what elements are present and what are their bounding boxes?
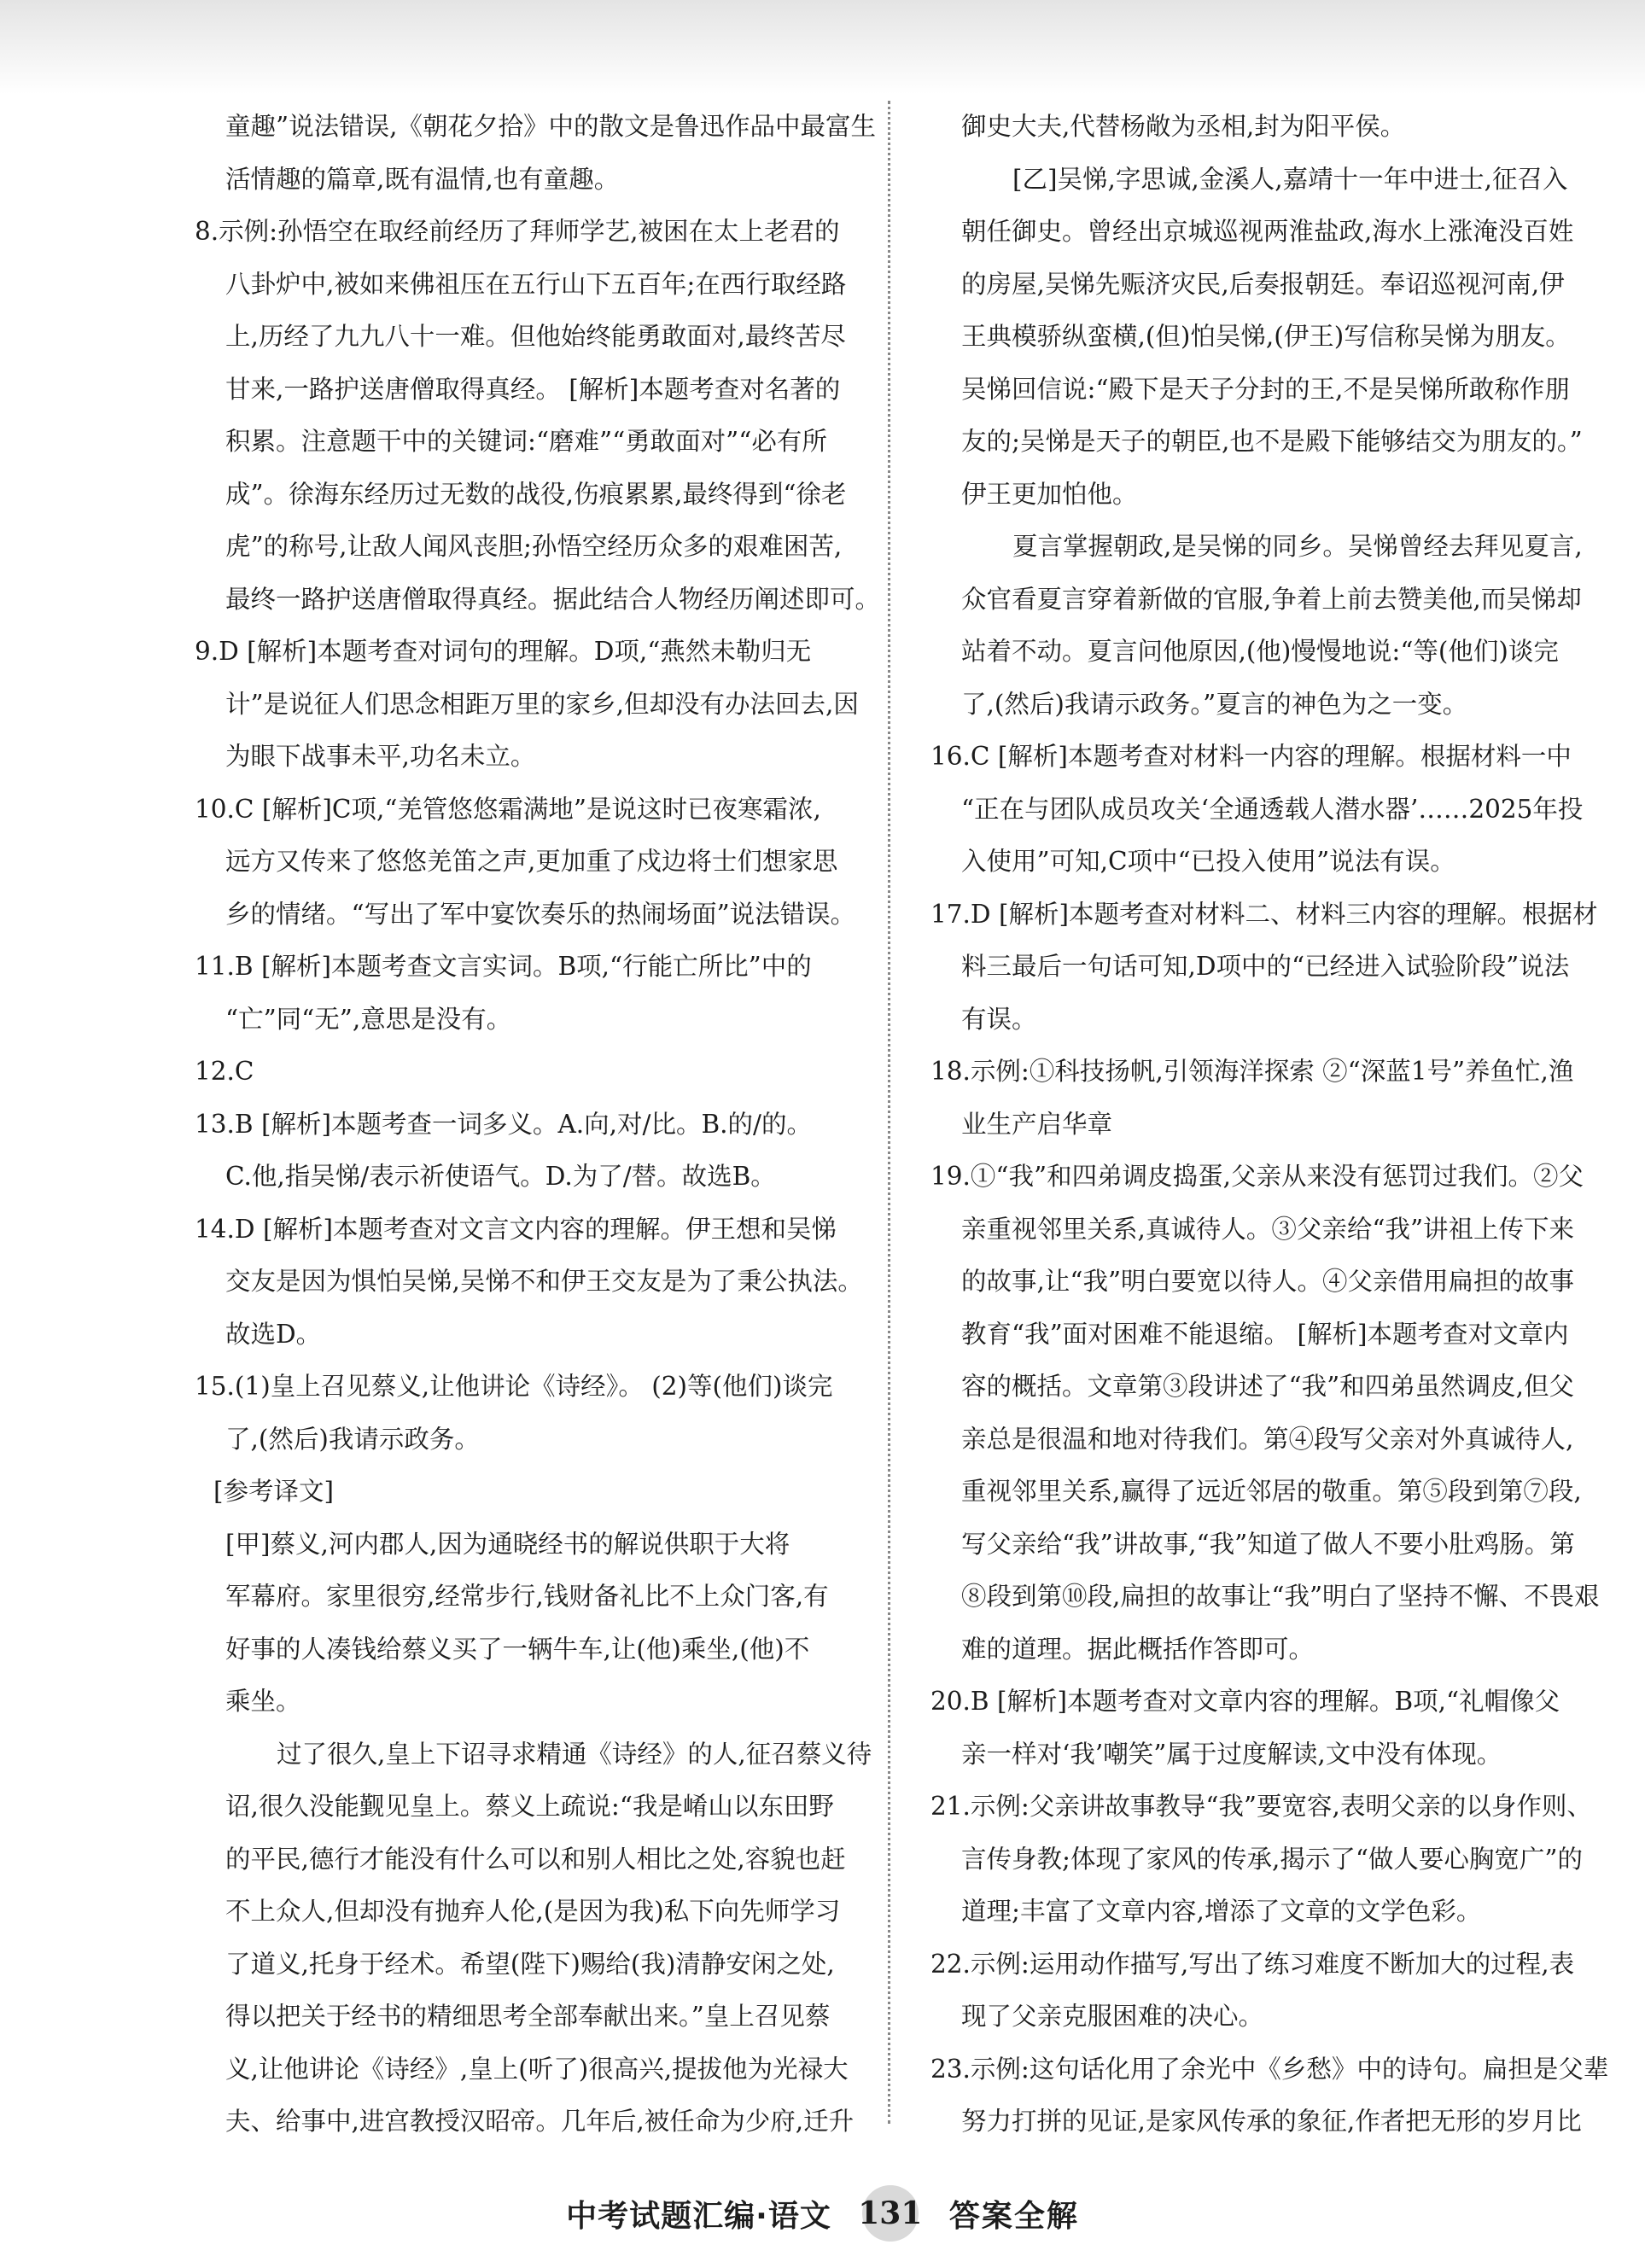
text-line: 活情趣的篇章,既有温情,也有童趣。 — [225, 164, 620, 194]
text-line: 为眼下战事未平,功名未立。 — [225, 742, 536, 771]
text-line: 亲总是很温和地对待我们。第④段写父亲对外真诚待人, — [961, 1424, 1574, 1454]
page-number-badge: 131 — [862, 2185, 919, 2242]
text-line: 八卦炉中,被如来佛祖压在五行山下五百年;在西行取经路 — [225, 269, 847, 299]
text-line: 23.示例:这句话化用了余光中《乡愁》中的诗句。扁担是父辈 — [930, 2054, 1609, 2084]
text-line: 义,让他讲论《诗经》,皇上(听了)很高兴,提拔他为光禄大 — [225, 2054, 849, 2084]
text-line: “亡”同“无”,意思是没有。 — [225, 1004, 512, 1034]
text-line: 18.示例:①科技扬帆,引领海洋探索 ②“深蓝1号”养鱼忙,渔 — [930, 1057, 1574, 1086]
text-line: 得以把关于经书的精细思考全部奉献出来。”皇上召见蔡 — [225, 2002, 831, 2031]
text-line: 教育“我”面对困难不能退缩。 [解析]本题考查对文章内 — [961, 1319, 1569, 1349]
text-line: 成”。徐海东经历过无数的战役,伤痕累累,最终得到“徐老 — [225, 479, 847, 509]
text-line: 好事的人凑钱给蔡义买了一辆牛车,让(他)乘坐,(他)不 — [225, 1634, 810, 1664]
text-line: 站着不动。夏言问他原因,(他)慢慢地说:“等(他们)谈完 — [961, 637, 1559, 666]
text-line: 亲一样对‘我’嘲笑”属于过度解读,文中没有体现。 — [961, 1739, 1502, 1769]
text-line: 17.D [解析]本题考查对材料二、材料三内容的理解。根据材 — [930, 899, 1598, 929]
text-line: 亲重视邻里关系,真诚待人。③父亲给“我”讲祖上传下来 — [961, 1214, 1575, 1244]
text-line: 众官看夏言穿着新做的官服,争着上前去赞美他,而吴悌却 — [961, 584, 1582, 614]
text-line: 军幕府。家里很穷,经常步行,钱财备礼比不上众门客,有 — [225, 1582, 829, 1611]
column-divider — [888, 101, 890, 2124]
text-line: 不上众人,但却没有抛弃人伦,(是因为我)私下向先师学习 — [225, 1897, 841, 1926]
text-line: 甘来,一路护送唐僧取得真经。 [解析]本题考查对名著的 — [225, 374, 841, 404]
text-line: 9.D [解析]本题考查对词句的理解。D项,“燕然未勒归无 — [195, 637, 812, 666]
text-line: 友的;吴悌是天子的朝臣,也不是殿下能够结交为朋友的。” — [961, 427, 1583, 456]
text-line: 的故事,让“我”明白要宽以待人。④父亲借用扁担的故事 — [961, 1267, 1575, 1296]
page-top-shade — [0, 0, 1645, 94]
text-line: 乡的情绪。“写出了军中宴饮奏乐的热闹场面”说法错误。 — [225, 899, 856, 929]
text-line: 了,(然后)我请示政务。”夏言的神色为之一变。 — [961, 689, 1468, 719]
text-line: 交友是因为惧怕吴悌,吴悌不和伊王交友是为了秉公执法。 — [225, 1267, 863, 1296]
text-line: 童趣”说法错误,《朝花夕拾》中的散文是鲁迅作品中最富生 — [225, 112, 876, 141]
text-line: 21.示例:父亲讲故事教导“我”要宽容,表明父亲的以身作则、 — [930, 1792, 1592, 1821]
text-line: 14.D [解析]本题考查对文言文内容的理解。伊王想和吴悌 — [195, 1214, 837, 1244]
text-line: ⑧段到第⑩段,扁担的故事让“我”明白了坚持不懈、不畏艰 — [961, 1582, 1600, 1611]
text-line: 御史大夫,代替杨敞为丞相,封为阳平侯。 — [961, 112, 1406, 141]
text-line: [参考译文] — [213, 1477, 335, 1506]
page-footer — [0, 2175, 1645, 2252]
text-line: 了,(然后)我请示政务。 — [225, 1424, 480, 1454]
text-line: 上,历经了九九八十一难。但他始终能勇敢面对,最终苦尽 — [225, 322, 846, 351]
text-line: 8.示例:孙悟空在取经前经历了拜师学艺,被困在太上老君的 — [195, 217, 840, 246]
text-line: 的平民,德行才能没有什么可以和别人相比之处,容貌也赶 — [225, 1844, 846, 1874]
text-line: 有误。 — [961, 1004, 1037, 1034]
footer-book-title: 中考试题汇编·语文 — [566, 2198, 831, 2234]
text-line: 夏言掌握朝政,是吴悌的同乡。吴悌曾经去拜见夏言, — [1012, 532, 1583, 561]
text-line: 王典模骄纵蛮横,(但)怕吴悌,(伊王)写信称吴悌为朋友。 — [961, 322, 1571, 351]
text-line: 伊王更加怕他。 — [961, 479, 1138, 509]
text-line: 13.B [解析]本题考查一词多义。A.向,对/比。B.的/的。 — [195, 1109, 812, 1139]
text-line: 朝任御史。曾经出京城巡视两淮盐政,海水上涨淹没百姓 — [961, 217, 1574, 246]
text-line: 20.B [解析]本题考查对文章内容的理解。B项,“礼帽像父 — [930, 1687, 1560, 1716]
text-line: 料三最后一句话可知,D项中的“已经进入试验阶段”说法 — [961, 952, 1570, 981]
text-line: 重视邻里关系,赢得了远近邻居的敬重。第⑤段到第⑦段, — [961, 1477, 1582, 1506]
text-line: 15.(1)皇上召见蔡义,让他讲论《诗经》。 (2)等(他们)谈完 — [195, 1372, 833, 1401]
text-line: 努力打拼的见证,是家风传承的象征,作者把无形的岁月比 — [961, 2107, 1582, 2136]
text-line: [乙]吴悌,字思诚,金溪人,嘉靖十一年中进士,征召入 — [1012, 164, 1568, 194]
text-line: 写父亲给“我”讲故事,“我”知道了做人不要小肚鸡肠。第 — [961, 1529, 1575, 1559]
text-line: 业生产启华章 — [961, 1109, 1113, 1139]
text-line: 16.C [解析]本题考查对材料一内容的理解。根据材料一中 — [930, 742, 1572, 771]
text-line: 11.B [解析]本题考查文言实词。B项,“行能亡所比”中的 — [195, 952, 812, 981]
left-column — [195, 101, 903, 2148]
text-line: 19.①“我”和四弟调皮捣蛋,父亲从来没有惩罚过我们。②父 — [930, 1162, 1584, 1191]
right-column — [930, 101, 1639, 2148]
text-line: 计”是说征人们思念相距万里的家乡,但却没有办法回去,因 — [225, 689, 859, 719]
text-line: 22.示例:运用动作描写,写出了练习难度不断加大的过程,表 — [930, 1949, 1575, 1979]
text-line: 夫、给事中,进宫教授汉昭帝。几年后,被任命为少府,迁升 — [225, 2107, 855, 2136]
text-line: 了道义,托身于经术。希望(陛下)赐给(我)清静安闲之处, — [225, 1949, 835, 1979]
text-line: 远方又传来了悠悠羌笛之声,更加重了戍边将士们想家思 — [225, 847, 838, 876]
text-line: 故选D。 — [225, 1319, 322, 1349]
text-line: [甲]蔡义,河内郡人,因为通晓经书的解说供职于大将 — [225, 1529, 790, 1559]
text-line: 诏,很久没能觐见皇上。蔡义上疏说:“我是崤山以东田野 — [225, 1792, 834, 1821]
text-line: 言传身教;体现了家风的传承,揭示了“做人要心胸宽广”的 — [961, 1844, 1583, 1874]
text-line: 乘坐。 — [225, 1687, 301, 1716]
text-line: 吴悌回信说:“殿下是天子分封的王,不是吴悌所敢称作朋 — [961, 374, 1570, 404]
text-line: 12.C — [195, 1057, 254, 1086]
text-line: 过了很久,皇上下诏寻求精通《诗经》的人,征召蔡义待 — [277, 1739, 872, 1769]
text-line: 虎”的称号,让敌人闻风丧胆;孙悟空经历众多的艰难困苦, — [225, 532, 843, 561]
text-line: 入使用”可知,C项中“已投入使用”说法有误。 — [961, 847, 1455, 876]
text-line: 积累。注意题干中的关键词:“磨难”“勇敢面对”“必有所 — [225, 427, 827, 456]
text-line: “正在与团队成员攻关‘全通透载人潜水器’……2025年投 — [961, 794, 1584, 824]
text-line: 现了父亲克服困难的决心。 — [961, 2002, 1264, 2031]
text-line: 10.C [解析]C项,“羌管悠悠霜满地”是说这时已夜寒霜浓, — [195, 794, 821, 824]
text-line: C.他,指吴悌/表示祈使语气。D.为了/替。故选B。 — [225, 1162, 776, 1191]
text-line: 道理;丰富了文章内容,增添了文章的文学色彩。 — [961, 1897, 1482, 1926]
text-line: 难的道理。据此概括作答即可。 — [961, 1634, 1315, 1664]
text-line: 的房屋,吴悌先赈济灾民,后奏报朝廷。奉诏巡视河南,伊 — [961, 269, 1565, 299]
footer-section-title: 答案全解 — [948, 2198, 1079, 2234]
text-line: 最终一路护送唐僧取得真经。据此结合人物经历阐述即可。 — [225, 584, 881, 614]
text-line: 容的概括。文章第③段讲述了“我”和四弟虽然调皮,但父 — [961, 1372, 1575, 1401]
